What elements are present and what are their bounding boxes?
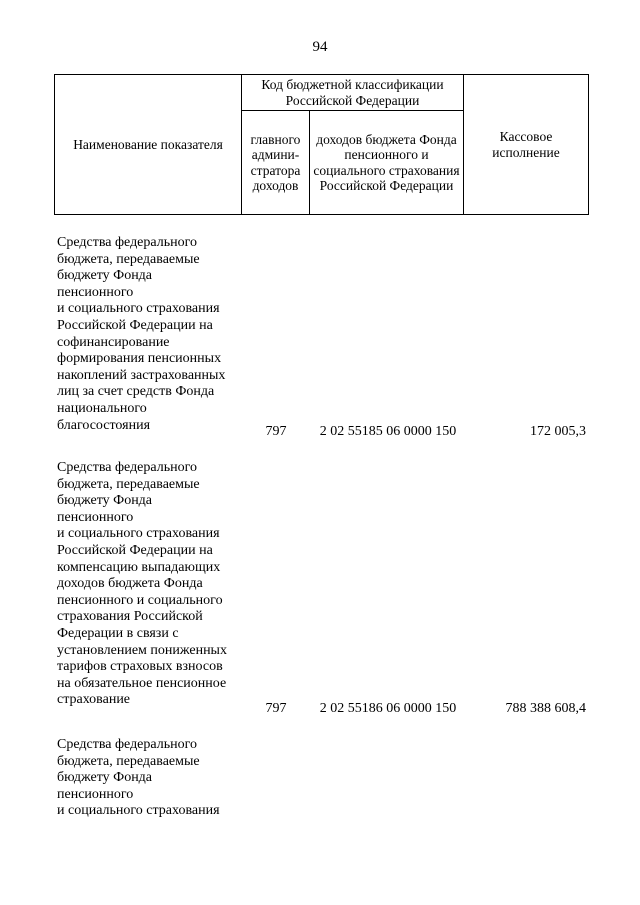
table-header: [54, 74, 589, 215]
execution-amount: 788 388 608,4: [505, 701, 586, 716]
indicator-name: Средства федерального бюджета, передаваемые бюджету Фонда пенсионного и социального страхования: [57, 737, 220, 819]
admin-code: 797: [265, 424, 287, 439]
header-revenue: доходов бюджета Фонда пенсионного и социального страхования Российской Федерации: [310, 111, 464, 215]
execution-amount: 172 005,3: [530, 424, 586, 439]
budget-code: 2 02 55185 06 0000 150: [319, 424, 457, 439]
page-number: 94: [312, 39, 328, 55]
admin-code: 797: [265, 701, 287, 716]
indicator-name: Средства федерального бюджета, передаваемые бюджету Фонда пенсионного и социального страхования Российской Федерации на софинансирование формирования пенсионных накоплений застрахованных лиц за счет средств Фонда национального благосостояния: [57, 235, 226, 433]
indicator-name: Средства федерального бюджета, передаваемые бюджету Фонда пенсионного и социального страхования Российской Федерации на компенсацию выпадающих доходов бюджета Фонда пенсионного и социального страхования Российской Федерации в связи с установлением пониженных тарифов страховых взносов на обязательное пенсионное страхование: [57, 460, 227, 708]
header-execution: Кассовое исполнение: [464, 75, 589, 215]
header-budget-code: Код бюджетной классификации Российской Федерации: [242, 75, 464, 111]
header-admin: главного админи-стратора доходов: [242, 111, 310, 215]
header-indicator-name: Наименование показателя: [55, 75, 242, 215]
budget-code: 2 02 55186 06 0000 150: [319, 701, 457, 716]
